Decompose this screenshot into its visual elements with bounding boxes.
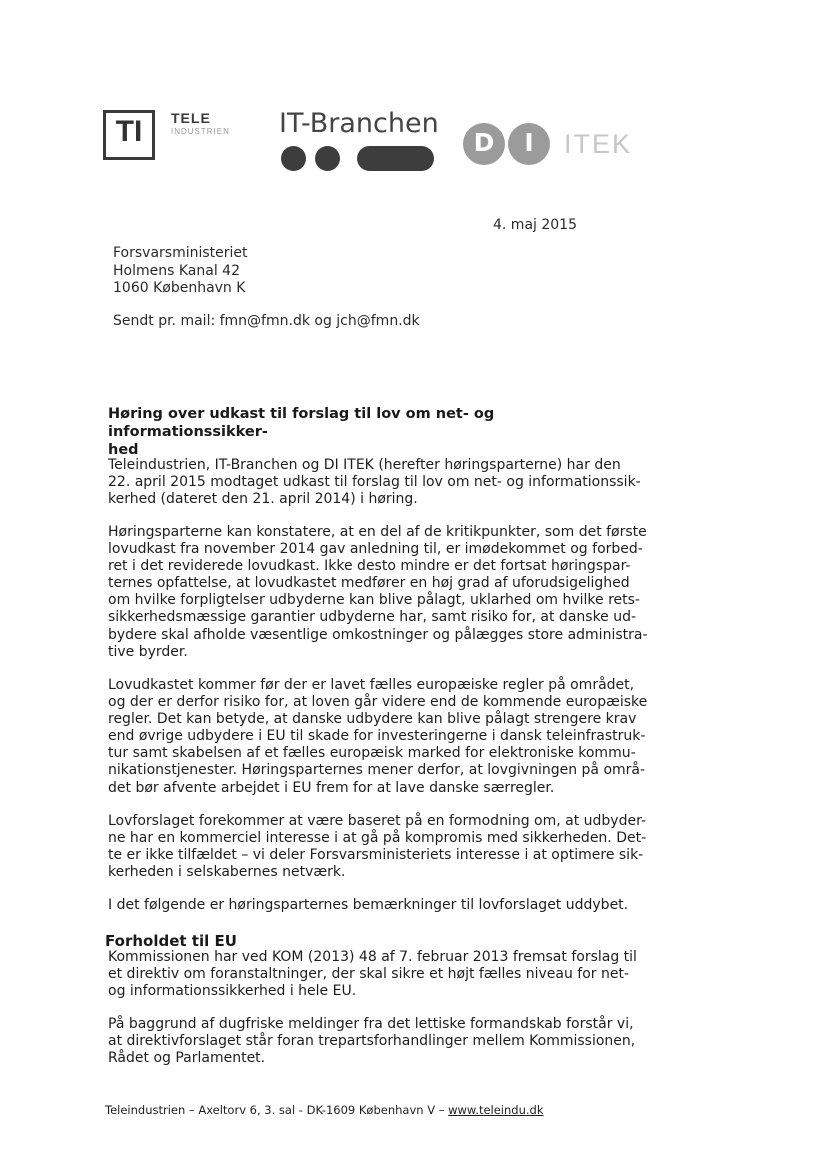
- letter-date: 4. maj 2015: [493, 217, 577, 233]
- text-line: Lovforslaget forekommer at være baseret på en formodning om, at udbyder-: [108, 813, 647, 829]
- text-line: 22. april 2015 modtaget udkast til forslag til lov om net- og informationssik-: [108, 474, 641, 491]
- text-line: og informationssikkerhed i hele EU.: [108, 983, 357, 1000]
- text-line: bydere skal afholde væsentlige omkostninger og pålægges store administra-: [108, 626, 648, 643]
- text-line: ternes opfattelse, at lovudkastet medfører en høj grad af uforudsigelighed: [108, 575, 630, 592]
- text-line: kerhed (dateret den 21. april 2014) i høring.: [108, 491, 418, 508]
- text-line: det bør afvente arbejdet i EU frem for at lave danske særregler.: [108, 779, 555, 796]
- di-d-letter: D: [473, 128, 495, 157]
- di-i-letter: I: [524, 128, 534, 157]
- recipient-line: Holmens Kanal 42: [113, 262, 240, 279]
- ti-logo-letters: TI: [115, 115, 143, 148]
- footer-address: Teleindustrien – Axeltorv 6, 3. sal - DK-1609 København V –: [105, 1103, 449, 1117]
- text-line: I det følgende er høringsparternes bemærkninger til lovforslaget uddybet.: [108, 897, 629, 913]
- text-line: ne har en kommerciel interesse i at gå på kompromis med sikkerheden. Det-: [108, 830, 647, 847]
- text-line: Høringsparterne kan konstatere, at en del af de kritikpunkter, som det første: [108, 524, 647, 540]
- it-branchen-dot-icon: [315, 146, 340, 171]
- sent-by-mail-line: Sendt pr. mail: fmn@fmn.dk og jch@fmn.dk: [113, 313, 420, 329]
- text-line: regler. Det kan betyde, at danske udbydere kan blive pålagt strengere krav: [108, 711, 637, 728]
- text-line: lovudkast fra november 2014 gav anledning til, er imødekommet og forbed-: [108, 541, 643, 558]
- text-line: sikkerhedsmæssige garantier udbyderne har, samt risiko for, at danske ud-: [108, 609, 637, 626]
- text-line: Kommissionen har ved KOM (2013) 48 af 7. februar 2013 fremsat forslag til: [108, 949, 637, 965]
- letter-heading: [108, 405, 648, 459]
- paragraph: [108, 524, 653, 661]
- text-line: om hvilke forpligtelser udbyderne kan blive pålagt, uklarhed om hvilke rets-: [108, 592, 640, 609]
- recipient-address: [113, 245, 248, 298]
- text-line: Rådet og Parlamentet.: [108, 1050, 266, 1067]
- text-line: tive byrder.: [108, 643, 188, 660]
- paragraph: [108, 457, 653, 508]
- heading-line: Høring over udkast til forslag til lov om net- og informationssikker-: [108, 406, 495, 440]
- text-line: På baggrund af dugfriske meldinger fra det lettiske formandskab forstår vi,: [108, 1016, 634, 1032]
- text-line: at direktivforslaget står foran trepartsforhandlinger mellem Kommissionen,: [108, 1033, 636, 1050]
- recipient-line: 1060 København K: [113, 280, 246, 296]
- it-branchen-pill-icon: [357, 146, 434, 171]
- text-line: Teleindustrien, IT-Branchen og DI ITEK (herefter høringsparterne) har den: [108, 457, 621, 473]
- footer-website-link[interactable]: www.teleindu.dk: [448, 1103, 544, 1117]
- text-line: te er ikke tilfældet – vi deler Forsvarsministeriets interesse i at optimere sik-: [108, 847, 644, 864]
- heading-line: hed: [108, 442, 139, 458]
- recipient-line: Forsvarsministeriet: [113, 245, 248, 261]
- text-line: end øvrige udbydere i EU til skade for investeringerne i dansk teleinfrastruk-: [108, 728, 646, 745]
- text-line: og der er derfor risiko for, at loven går videre end de kommende europæiske: [108, 694, 648, 711]
- text-line: nikationstjenester. Høringsparternes mener derfor, at lovgivningen på områ-: [108, 762, 646, 779]
- it-branchen-logo-word: IT-Branchen: [279, 108, 439, 139]
- paragraph: [108, 949, 653, 1000]
- text-line: et direktiv om foranstaltninger, der skal sikre et højt fælles niveau for net-: [108, 966, 630, 983]
- di-itek-word: ITEK: [564, 129, 633, 159]
- it-branchen-logo: [279, 108, 439, 139]
- ti-logo-subword: INDUSTRIEN: [171, 127, 230, 136]
- text-line: ret i det reviderede lovudkast. Ikke desto mindre er det fortsat høringspar-: [108, 558, 631, 575]
- paragraph: [108, 897, 653, 914]
- ti-logo-word: TELE: [171, 110, 211, 126]
- paragraph: [108, 677, 653, 797]
- text-line: tur samt skabelsen af et fælles europæisk marked for elektroniske kommu-: [108, 745, 636, 762]
- section-heading: Forholdet til EU: [105, 932, 237, 950]
- paragraph: [108, 1016, 653, 1067]
- footer: [105, 1103, 543, 1117]
- paragraph: [108, 813, 653, 881]
- it-branchen-dot-icon: [281, 146, 306, 171]
- text-line: kerheden i selskabernes netværk.: [108, 864, 346, 881]
- text-line: Lovudkastet kommer før der er lavet fælles europæiske regler på området,: [108, 677, 635, 693]
